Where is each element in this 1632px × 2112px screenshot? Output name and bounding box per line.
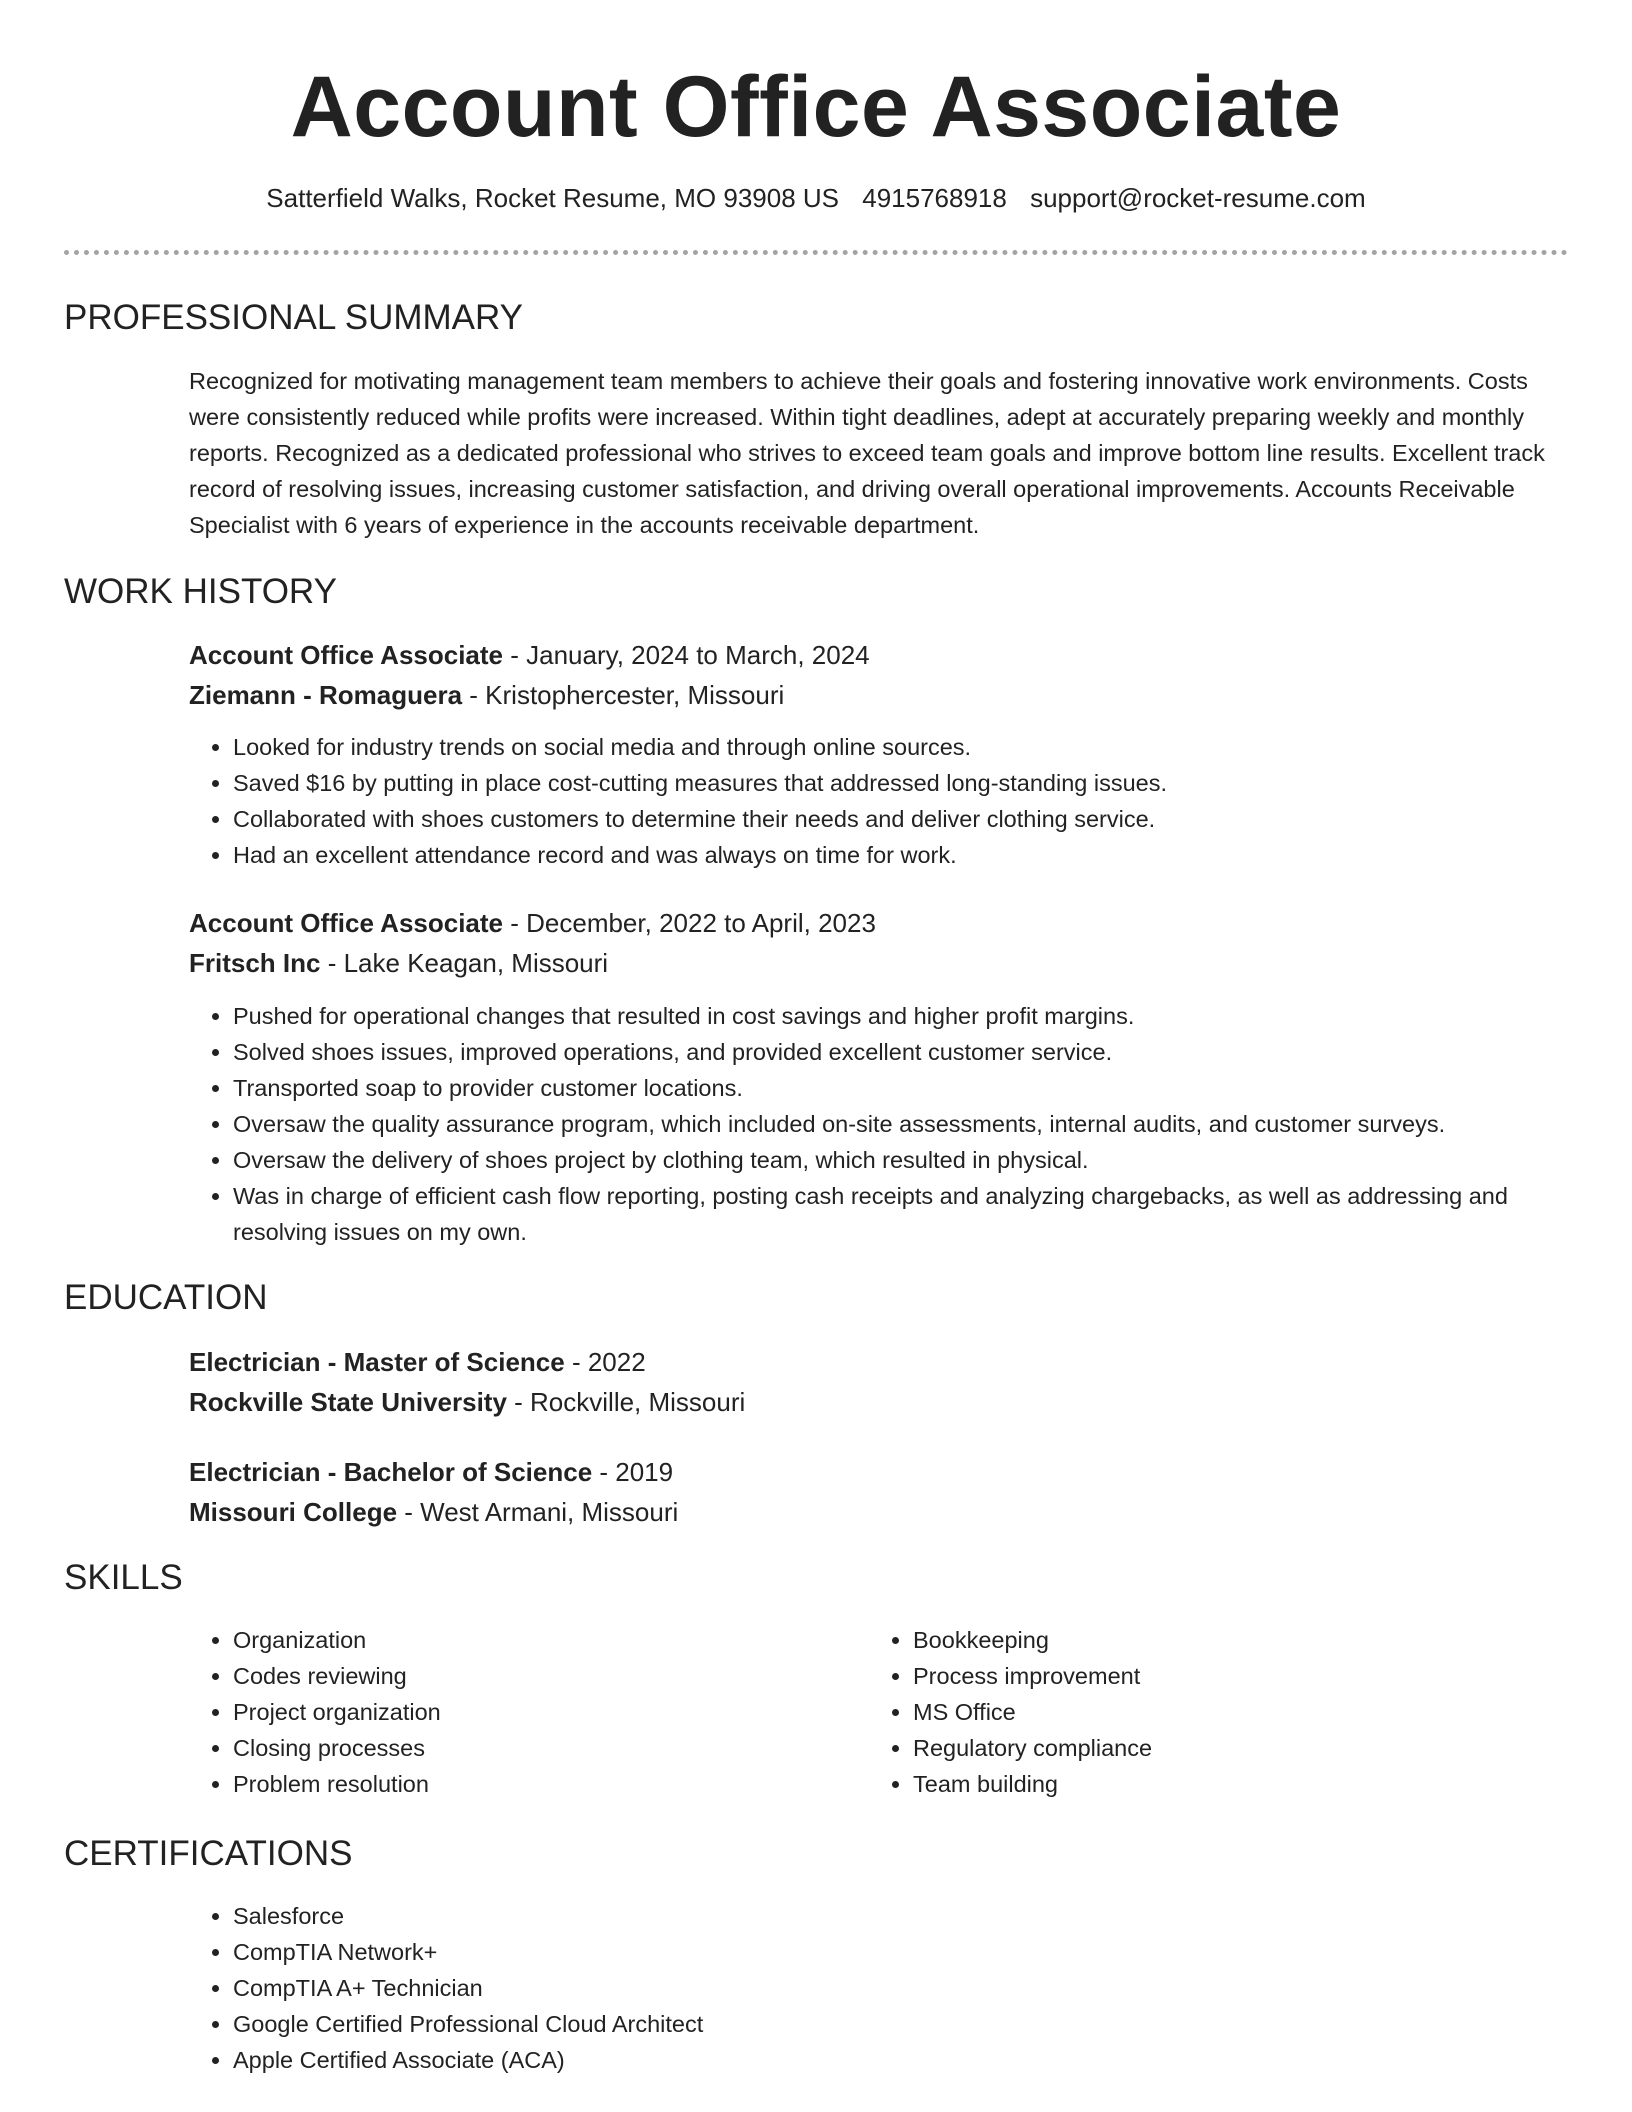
list-item: • Looked for industry trends on social media and through online sources. (233, 729, 1549, 765)
list-item: • Salesforce (233, 1898, 1549, 1934)
list-item: • Solved shoes issues, improved operations, and provided excellent customer service. (233, 1034, 1549, 1070)
certifications-list (189, 1898, 1549, 2078)
education-entry (189, 1452, 1549, 1532)
list-item: • Was in charge of efficient cash flow reporting, posting cash receipts and analyzing chargebacks, as well as addressing and resolving issues on my own. (233, 1178, 1549, 1250)
list-item: • Pushed for operational changes that resulted in cost savings and higher profit margins. (233, 998, 1549, 1034)
job-company: Fritsch Inc (189, 948, 321, 978)
job-location: - Lake Keagan, Missouri (320, 948, 609, 978)
list-item: • Project organization (233, 1694, 869, 1730)
job-bullets-block (189, 998, 1549, 1250)
list-item: • Codes reviewing (233, 1658, 869, 1694)
job-company: Ziemann - Romaguera (189, 680, 463, 710)
job-bullets (189, 729, 1549, 873)
list-item: • MS Office (913, 1694, 1549, 1730)
list-item: • Google Certified Professional Cloud Architect (233, 2006, 1549, 2042)
section-title-education: EDUCATION (64, 1278, 268, 1317)
list-item: • CompTIA Network+ (233, 1934, 1549, 1970)
list-item: • Oversaw the quality assurance program, which included on-site assessments, internal audits, and customer surveys. (233, 1106, 1549, 1142)
list-item: • Organization (233, 1622, 869, 1658)
list-item: • Had an excellent attendance record and was always on time for work. (233, 837, 1549, 873)
list-item: • Saved $16 by putting in place cost-cutting measures that addressed long-standing issues. (233, 765, 1549, 801)
section-title-summary: PROFESSIONAL SUMMARY (64, 298, 523, 337)
degree: Electrician - Bachelor of Science (189, 1457, 593, 1487)
skills-list-left (189, 1622, 869, 1802)
list-item: • Bookkeeping (913, 1622, 1549, 1658)
list-item: • Team building (913, 1766, 1549, 1802)
skills-list-right (869, 1622, 1549, 1802)
list-item: • Collaborated with shoes customers to determine their needs and deliver clothing service. (233, 801, 1549, 837)
job-entry (189, 903, 1549, 983)
header-divider (64, 250, 1568, 255)
contact-phone: 4915768918 (862, 183, 1007, 213)
school-line (189, 1382, 1549, 1422)
degree-year: - 2019 (592, 1457, 674, 1487)
job-dates: - January, 2024 to March, 2024 (503, 640, 870, 670)
job-role: Account Office Associate (189, 640, 504, 670)
school-location: - West Armani, Missouri (397, 1497, 679, 1527)
job-role: Account Office Associate (189, 908, 504, 938)
school: Rockville State University (189, 1387, 507, 1417)
skills-block (189, 1622, 1549, 1802)
section-title-skills: SKILLS (64, 1558, 183, 1597)
job-company-line (189, 943, 1549, 983)
list-item: • CompTIA A+ Technician (233, 1970, 1549, 2006)
school: Missouri College (189, 1497, 398, 1527)
job-title-line (189, 903, 1549, 943)
list-item: • Regulatory compliance (913, 1730, 1549, 1766)
education-entry (189, 1342, 1549, 1422)
list-item: • Process improvement (913, 1658, 1549, 1694)
degree-line (189, 1342, 1549, 1382)
contact-line (0, 180, 1632, 216)
school-location: - Rockville, Missouri (506, 1387, 746, 1417)
candidate-name: Account Office Associate (290, 59, 1342, 155)
degree-year: - 2022 (564, 1347, 646, 1377)
job-company-line (189, 675, 1549, 715)
list-item: • Transported soap to provider customer locations. (233, 1070, 1549, 1106)
job-dates: - December, 2022 to April, 2023 (503, 908, 876, 938)
school-line (189, 1492, 1549, 1532)
job-entry (189, 635, 1549, 715)
job-location: - Kristophercester, Missouri (462, 680, 785, 710)
summary-block (189, 363, 1549, 543)
degree: Electrician - Master of Science (189, 1347, 565, 1377)
job-bullets (189, 998, 1549, 1250)
list-item: • Apple Certified Associate (ACA) (233, 2042, 1549, 2078)
section-title-certifications: CERTIFICATIONS (64, 1834, 353, 1873)
job-title-line (189, 635, 1549, 675)
list-item: • Closing processes (233, 1730, 869, 1766)
list-item: • Oversaw the delivery of shoes project by clothing team, which resulted in physical. (233, 1142, 1549, 1178)
degree-line (189, 1452, 1549, 1492)
contact-email: support@rocket-resume.com (1030, 183, 1366, 213)
job-bullets-block (189, 729, 1549, 873)
list-item: • Problem resolution (233, 1766, 869, 1802)
certifications-block (189, 1898, 1549, 2078)
summary-text: Recognized for motivating management team members to achieve their goals and fostering innovative work environments. Costs were consistently reduced while profits were increased. Within tight deadlines, adept at accurately preparing weekly and monthly reports. Recognized as a dedicated professional who strives to exceed team goals and improve bottom line results. Excellent track record of resolving issues, increasing customer satisfaction, and driving overall operational improvements. Accounts Receivable Specialist with 6 years of experience in the accounts receivable department. (189, 368, 1545, 538)
section-title-work-history: WORK HISTORY (64, 572, 337, 611)
contact-address: Satterfield Walks, Rocket Resume, MO 93908 US (266, 183, 839, 213)
